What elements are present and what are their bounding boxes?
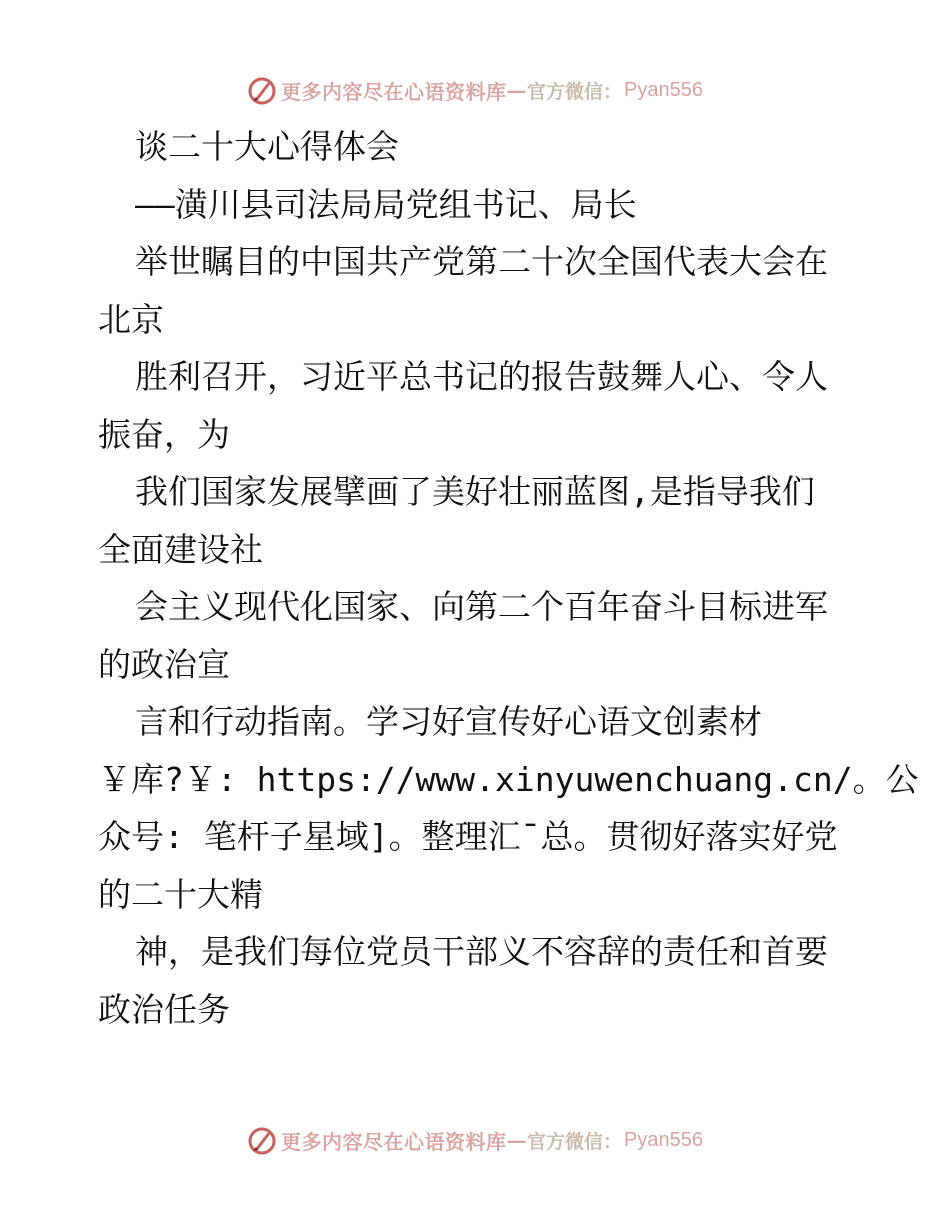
watermark-dash: — xyxy=(506,78,527,102)
paragraph-line: 的政治宣 xyxy=(98,644,230,684)
quill-pen-icon xyxy=(247,1125,277,1155)
paragraph-line: ￥库?￥: https://www.xinyuwenchuang.cn/。公 xyxy=(98,759,919,799)
wechat-label: 官方微信： xyxy=(527,1130,623,1153)
paragraph-line: 振奋，为 xyxy=(98,414,230,454)
paragraph-line: 我们国家发展擘画了美好壮丽蓝图,是指导我们 xyxy=(135,472,815,511)
watermark-text: 更多内容尽在心语资料库 xyxy=(281,79,507,104)
paragraph-line: 言和行动指南。学习好宣传好心语文创素材 xyxy=(135,702,762,741)
paragraph-line: 众号: 笔杆子星域]。整理汇¯总。贯彻好落实好党 xyxy=(98,817,838,856)
header-watermark xyxy=(0,70,950,110)
wechat-label: 官方微信： xyxy=(527,80,623,103)
paragraph-line: 举世瞩目的中国共产党第二十次全国代表大会在 xyxy=(135,242,828,281)
paragraph-line: 神，是我们每位党员干部义不容辞的责任和首要 xyxy=(135,932,828,971)
paragraph-line: 会主义现代化国家、向第二个百年奋斗目标进军 xyxy=(135,587,828,626)
quill-pen-icon xyxy=(247,75,277,105)
paragraph-line: 胜利召开，习近平总书记的报告鼓舞人心、令人 xyxy=(135,357,828,396)
paragraph-line: 北京 xyxy=(98,299,164,339)
watermark-dash: — xyxy=(506,1128,527,1152)
paragraph-line: 政治任务 xyxy=(98,989,230,1029)
document-body xyxy=(98,118,919,1038)
wechat-id: Pyan556 xyxy=(624,1128,703,1151)
footer-watermark xyxy=(0,1120,950,1160)
document-title: 谈二十大心得体会 xyxy=(135,127,399,166)
watermark-text: 更多内容尽在心语资料库 xyxy=(281,1129,507,1154)
paragraph-line: 全面建设社 xyxy=(98,529,263,569)
wechat-id: Pyan556 xyxy=(624,78,703,101)
document-subtitle: ——潢川县司法局局党组书记、局长 xyxy=(135,184,637,224)
paragraph-line: 的二十大精 xyxy=(98,874,263,914)
